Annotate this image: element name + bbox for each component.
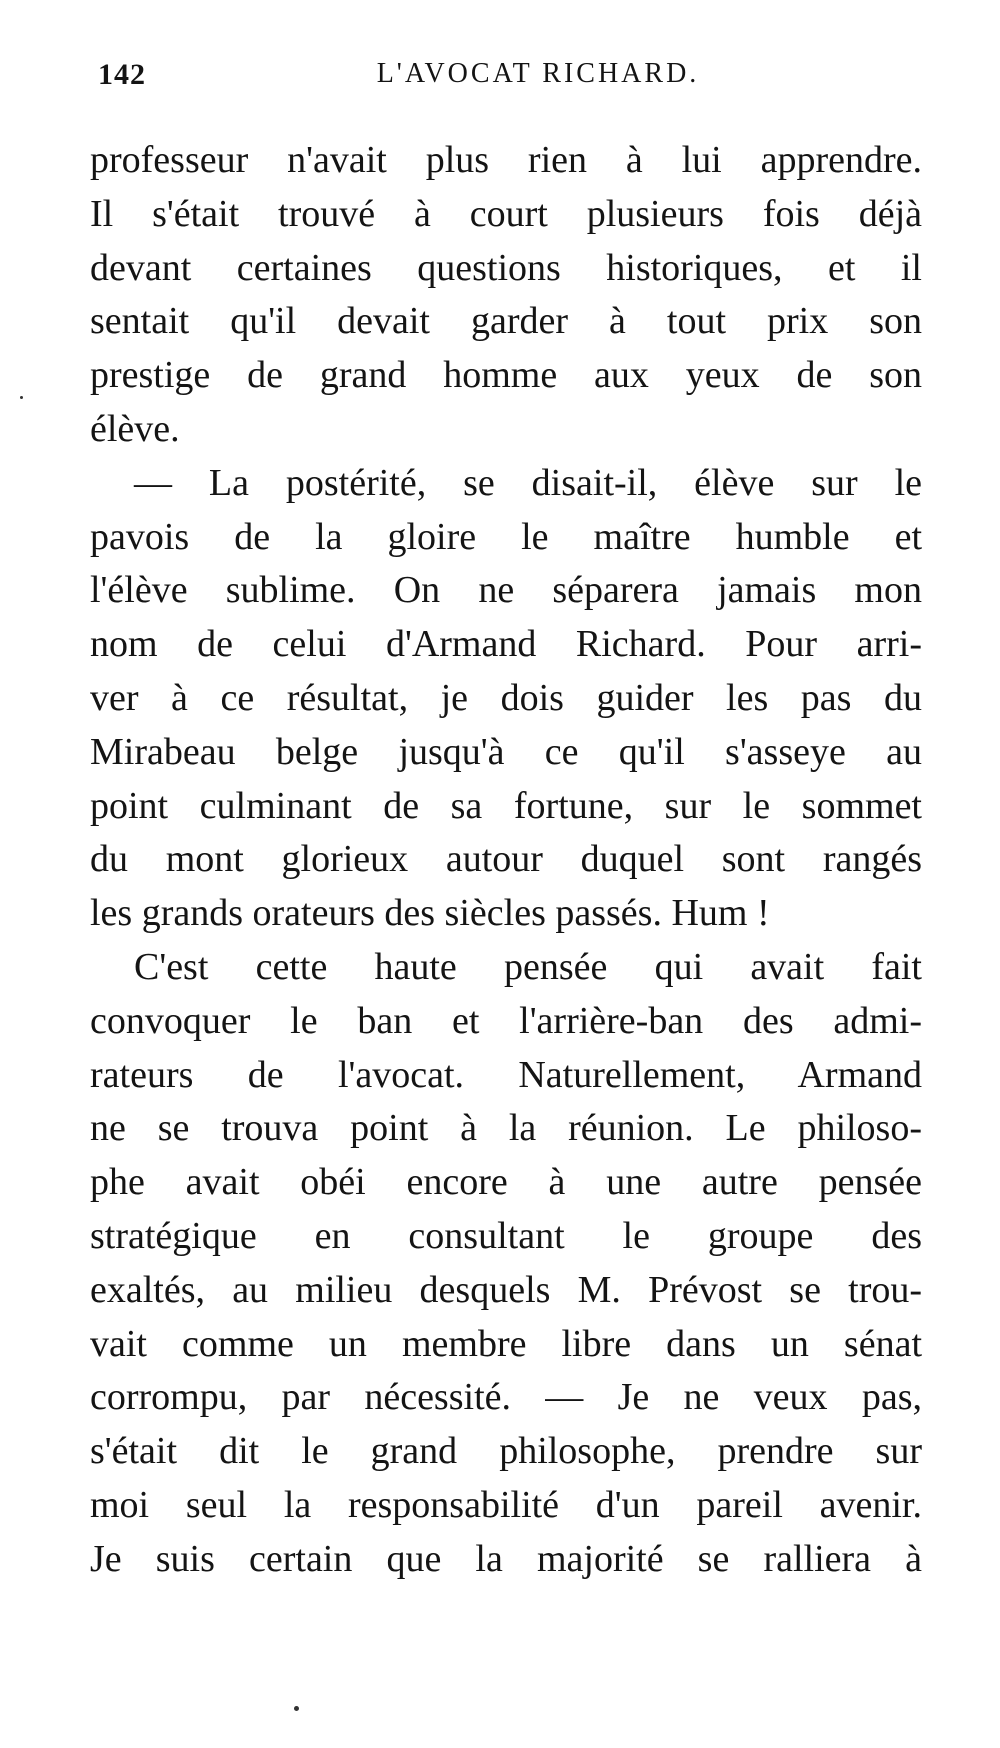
text-line: ne se trouva point à la réunion. Le philoso- bbox=[90, 1107, 922, 1150]
text-line: rateurs de l'avocat. Naturellement, Armand bbox=[90, 1053, 922, 1096]
text-line: Mirabeau belge jusqu'à ce qu'il s'asseye au bbox=[90, 730, 922, 773]
body-text bbox=[90, 134, 922, 1587]
page-header bbox=[98, 58, 918, 98]
text-line: nom de celui d'Armand Richard. Pour arri- bbox=[90, 623, 922, 666]
text-line: Je suis certain que la majorité se ralliera à bbox=[90, 1537, 922, 1580]
text-line: corrompu, par nécessité. — Je ne veux pas, bbox=[90, 1376, 922, 1419]
text-line: Il s'était trouvé à court plusieurs fois déjà bbox=[90, 192, 922, 235]
text-line: l'élève sublime. On ne séparera jamais mon bbox=[90, 569, 922, 612]
text-line: point culminant de sa fortune, sur le sommet bbox=[90, 784, 922, 827]
text-line: du mont glorieux autour duquel sont rangés bbox=[90, 838, 922, 881]
text-line: vait comme un membre libre dans un sénat bbox=[90, 1322, 922, 1365]
running-title: L'AVOCAT RICHARD. bbox=[376, 58, 700, 89]
text-line: C'est cette haute pensée qui avait fait bbox=[134, 945, 922, 988]
text-line: prestige de grand homme aux yeux de son bbox=[90, 354, 922, 397]
text-line: — La postérité, se disait-il, élève sur le bbox=[134, 461, 922, 504]
text-line: ver à ce résultat, je dois guider les pas du bbox=[90, 676, 922, 719]
text-line: s'était dit le grand philosophe, prendre sur bbox=[90, 1430, 922, 1473]
text-line: exaltés, au milieu desquels M. Prévost se trou- bbox=[90, 1268, 922, 1311]
text-line: élève. bbox=[90, 407, 180, 450]
text-line: professeur n'avait plus rien à lui apprendre. bbox=[90, 139, 922, 181]
text-line: convoquer le ban et l'arrière-ban des admi- bbox=[90, 999, 922, 1042]
text-line: les grands orateurs des siècles passés. Hum ! bbox=[90, 892, 770, 935]
page-number: 142 bbox=[98, 58, 146, 91]
text-line: devant certaines questions historiques, et il bbox=[90, 246, 922, 289]
text-line: sentait qu'il devait garder à tout prix son bbox=[90, 300, 922, 343]
text-line: moi seul la responsabilité d'un pareil avenir. bbox=[90, 1483, 922, 1526]
text-line: stratégique en consultant le groupe des bbox=[90, 1214, 922, 1257]
print-speck bbox=[294, 1706, 299, 1711]
text-line: phe avait obéi encore à une autre pensée bbox=[90, 1161, 922, 1204]
text-line: pavois de la gloire le maître humble et bbox=[90, 515, 922, 558]
print-speck bbox=[20, 396, 23, 399]
